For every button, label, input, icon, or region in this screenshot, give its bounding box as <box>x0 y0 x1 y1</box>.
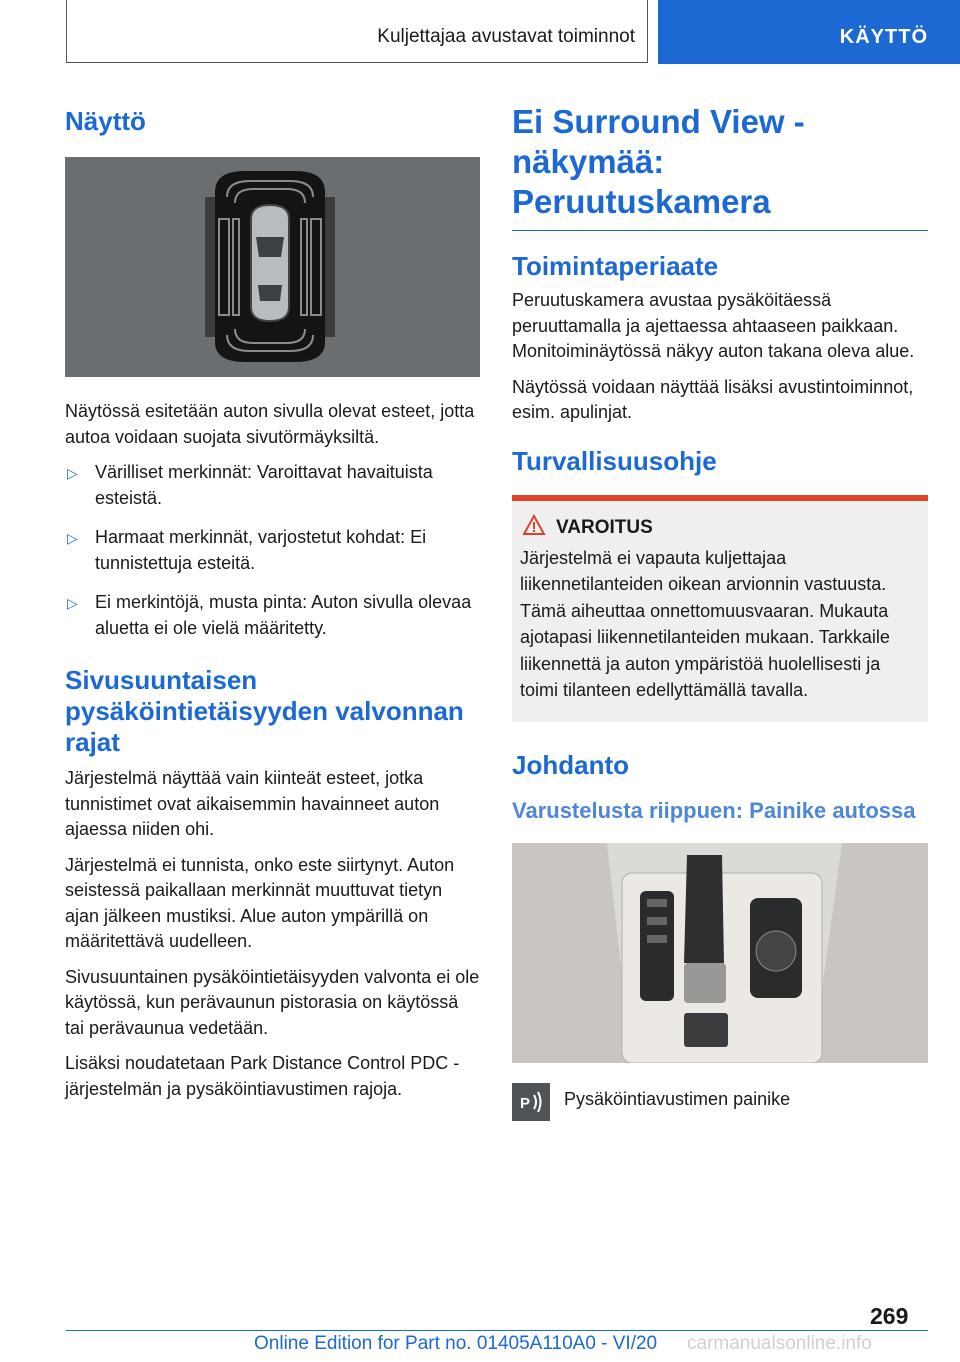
footer-divider <box>66 1330 928 1331</box>
principle-paragraph: Näytössä voidaan näyttää lisäksi avustintoiminnot, esim. apulinjat. <box>512 376 914 422</box>
limits-paragraph: Sivusuuntainen pysäköintietäisyyden valvonta ei ole käytössä, kun perävaunun pistorasia on käytössä tai perävaunua vedetään. <box>65 966 480 1038</box>
right-column <box>512 100 928 1121</box>
bullet-triangle-icon: ▷ <box>67 530 78 546</box>
display-heading: Näyttö <box>65 106 146 136</box>
safety-heading: Turvallisuusohje <box>512 445 717 476</box>
bullet-triangle-icon: ▷ <box>67 465 78 481</box>
header-section-title: Kuljettajaa avustavat toiminnot <box>66 0 648 63</box>
bullet-triangle-icon: ▷ <box>67 595 78 611</box>
limits-paragraph: Järjestelmä näyttää vain kiinteät esteet, jotka tunnistimet ovat aikaisemmin havainneet auton ajaessa niiden ohi. <box>65 768 440 839</box>
introduction-heading: Johdanto <box>512 749 629 780</box>
warning-text: Järjestelmä ei vapauta kuljettajaa liikennetilanteiden oikean arvionnin vastuusta. Tämä aiheuttaa onnettomuusvaaran. Mukauta ajotapasi liikennetilanteiden mukaan. Tarkkaile liikennettä ja auton ympäristöä huolellisesti ja toimi tilanteen edellyttämällä tavalla. <box>520 547 890 700</box>
limits-paragraph: Lisäksi noudatetaan Park Distance Control PDC -järjestelmän ja pysäköintiavustimen rajoja. <box>65 1053 460 1099</box>
limits-heading: Sivusuuntaisen pysäköintietäisyyden valvonnan rajat <box>65 665 464 757</box>
rear-camera-title: Ei Surround View -näkymää: Peruutuskamera <box>512 102 928 231</box>
car-top-view-illustration <box>65 157 480 377</box>
list-item: ▷ Ei merkintöjä, musta pinta: Auton sivulla olevaa aluetta ei ole vielä määritetty. <box>67 592 472 638</box>
principle-heading: Toimintaperiaate <box>512 251 719 281</box>
limits-paragraph: Järjestelmä ei tunnista, onko este siirtynyt. Auton seistessä paikallaan merkinnät muuttuvat tietyn ajan jälkeen mustiksi. Alue auton ympärillä on määritettävä uudelleen. <box>65 854 455 951</box>
display-intro-text: Näytössä esitetään auton sivulla olevat esteet, jotta autoa voidaan suojata sivutörmäyksiltä. <box>65 401 475 447</box>
list-item: ▷ Harmaat merkinnät, varjostetut kohdat: Ei tunnistettuja esteitä. <box>67 527 427 573</box>
principle-paragraph: Peruutuskamera avustaa pysäköitäessä peruuttamalla ja ajettaessa ahtaaseen paikkaan. Monitoiminäytössä näkyy auton takana oleva alue. <box>512 290 915 361</box>
side-protection-display-image <box>65 157 480 377</box>
left-column <box>65 100 480 1112</box>
equipment-variant-heading: Varustelusta riippuen: Painike autossa <box>512 797 916 823</box>
warning-triangle-icon <box>522 514 546 536</box>
button-caption: Pysäköintiavustimen painike <box>564 1088 791 1109</box>
warning-title: VAROITUS <box>556 517 920 539</box>
marking-legend-list <box>65 460 480 641</box>
header-chapter-tab: KÄYTTÖ <box>658 0 960 64</box>
parking-assistant-button-icon <box>512 1083 550 1121</box>
center-console-photo <box>512 843 928 1063</box>
watermark: carmanualsonline.info <box>687 1333 872 1354</box>
warning-box <box>512 495 928 722</box>
caption-row <box>512 1083 928 1121</box>
edition-footer: Online Edition for Part no. 01405A110A0 - VI/20 <box>254 1333 658 1354</box>
page-number: 269 <box>870 1303 909 1329</box>
svg-text:P: P <box>520 1094 531 1112</box>
list-item: ▷ Värilliset merkinnät: Varoittavat havaituista esteistä. <box>67 462 433 508</box>
center-console-illustration <box>512 843 928 1063</box>
